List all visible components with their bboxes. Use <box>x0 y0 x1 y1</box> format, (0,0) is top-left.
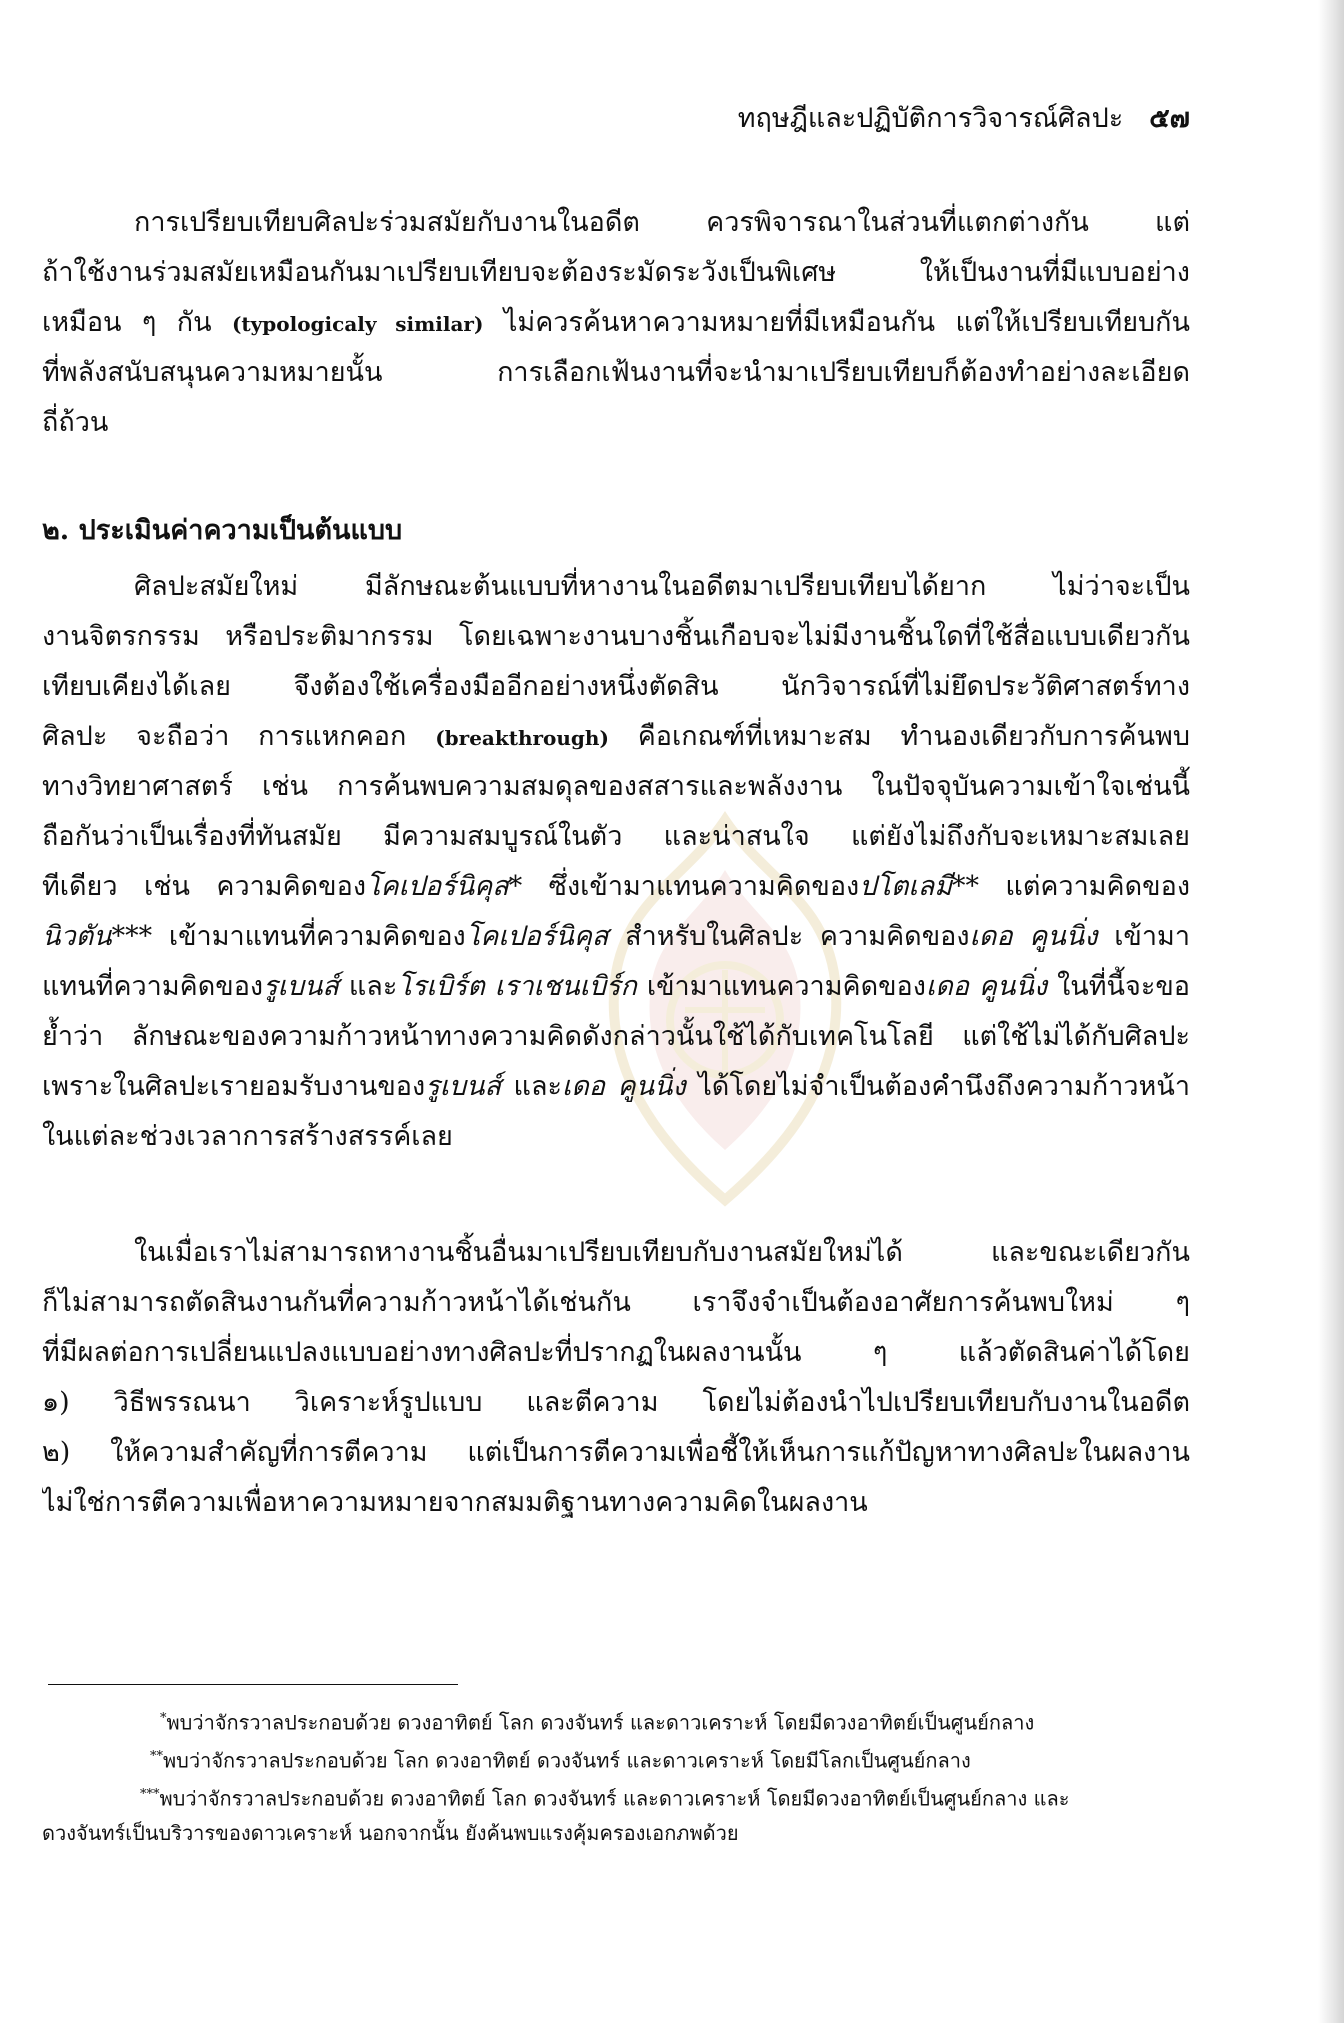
text-line <box>42 962 1190 1012</box>
text-run: และ <box>501 1071 562 1102</box>
paragraph-2 <box>42 562 1190 1162</box>
footnotes <box>42 1700 1190 1852</box>
text-run: แทนที่ความคิดของ <box>42 971 264 1002</box>
text-line <box>42 912 1190 962</box>
latin-term: (breakthrough) <box>435 726 609 750</box>
text-run: ได้โดยไม่จำเป็นต้องคำนึงถึงความก้าวหน้า <box>685 1071 1190 1102</box>
footnote-3 <box>42 1776 1190 1814</box>
text-line: การเปรียบเทียบศิลปะร่วมสมัยกับงานในอดีต ควรพิจารณาในส่วนที่แตกต่างกัน แต่ <box>134 207 1190 238</box>
paragraph-3 <box>42 1228 1190 1528</box>
footnote-3-continued: ดวงจันทร์เป็นบริวารของดาวเคราะห์ นอกจากนั้น ยังค้นพบแรงคุ้มครองเอกภพด้วย <box>42 1821 739 1845</box>
section-heading <box>42 506 1190 556</box>
footnote-text: พบว่าจักรวาลประกอบด้วย ดวงอาทิตย์ โลก ดวงจันทร์ และดาวเคราะห์ โดยมีดวงอาทิตย์เป็นศูนย์กลาง <box>166 1710 1035 1735</box>
text-line: ถ้าใช้งานร่วมสมัยเหมือนกันมาเปรียบเทียบจะต้องระมัดระวังเป็นพิเศษ ให้เป็นงานที่มีแบบอย่าง <box>42 257 1190 288</box>
footnote-marker: *** <box>140 1787 160 1802</box>
italic-name: เดอ คูนนิ่ง <box>969 921 1098 952</box>
footnote-marker: * <box>160 1711 167 1726</box>
text-line: ที่มีผลต่อการเปลี่ยนแปลงแบบอย่างทางศิลปะที่ปรากฏในผลงานนั้น ๆ แล้วตัดสินค่าได้โดย <box>42 1337 1190 1368</box>
text-run: เข้ามาแทนความคิดของ <box>636 971 926 1002</box>
text-line: ในแต่ละช่วงเวลาการสร้างสรรค์เลย <box>42 1121 453 1152</box>
text-line: ไม่ใช่การตีความเพื่อหาความหมายจากสมมติฐานทางความคิดในผลงาน <box>42 1487 868 1518</box>
text-run: และ <box>338 971 398 1002</box>
text-line: ๒) ให้ความสำคัญที่การตีความ แต่เป็นการตีความเพื่อชี้ให้เห็นการแก้ปัญหาทางศิลปะในผลงาน <box>42 1437 1190 1468</box>
text-line: ถือกันว่าเป็นเรื่องที่ทันสมัย มีความสมบูรณ์ในตัว และน่าสนใจ แต่ยังไม่ถึงกับจะเหมาะสมเลย <box>42 821 1190 852</box>
italic-name: โคเปอร์นิคุส* <box>366 871 523 902</box>
italic-name: โรเบิร์ต เราเชนเบิร์ก <box>397 971 637 1002</box>
text-line <box>42 712 1190 762</box>
text-run: ซึ่งเข้ามาแทนความคิดของ <box>522 871 860 902</box>
italic-name: ปโตเลมี** <box>859 871 979 902</box>
text-run: เข้ามาแทนที่ความคิดของ <box>152 921 466 952</box>
page-edge-shadow <box>1318 0 1344 2023</box>
latin-term: (typologicaly similar) <box>231 312 484 336</box>
running-header <box>720 96 1190 139</box>
text-run: แต่ความคิดของ <box>979 871 1190 902</box>
text-line: เทียบเคียงได้เลย จึงต้องใช้เครื่องมืออีกอย่างหนึ่งตัดสิน นักวิจารณ์ที่ไม่ยึดประวัติศาสตร์ทาง <box>42 671 1190 702</box>
text-line <box>42 862 1190 912</box>
page-number: ๕๗ <box>1149 103 1190 134</box>
footnote-2 <box>42 1738 1190 1776</box>
italic-name: เดอ คูนนิ่ง <box>925 971 1048 1002</box>
text-line: ในเมื่อเราไม่สามารถหางานชิ้นอื่นมาเปรียบเทียบกับงานสมัยใหม่ได้ และขณะเดียวกัน <box>134 1237 1190 1268</box>
text-line: ทางวิทยาศาสตร์ เช่น การค้นพบความสมดุลของสสารและพลังงาน ในปัจจุบันความเข้าใจเช่นนี้ <box>42 771 1190 802</box>
italic-name: รูเบนส์ <box>263 971 339 1002</box>
header-title: ทฤษฎีและปฏิบัติการวิจารณ์ศิลปะ <box>737 103 1124 134</box>
text-line: ย้ำว่า ลักษณะของความก้าวหน้าทางความคิดดังกล่าวนั้นใช้ได้กับเทคโนโลยี แต่ใช้ไม่ได้กับศิลปะ <box>42 1021 1190 1052</box>
text-run: คือเกณฑ์ที่เหมาะสม ทำนองเดียวกับการค้นพบ <box>637 721 1190 752</box>
text-run: ศิลปะ จะถือว่า การแหกคอก <box>42 721 407 752</box>
text-run: เพราะในศิลปะเรายอมรับงานของ <box>42 1071 426 1102</box>
text-run: เหมือน ๆ กัน <box>42 307 212 338</box>
heading-text: ๒. ประเมินค่าความเป็นต้นแบบ <box>42 515 403 546</box>
text-line <box>42 298 1190 348</box>
footnote-text: พบว่าจักรวาลประกอบด้วย โลก ดวงอาทิตย์ ดวงจันทร์ และดาวเคราะห์ โดยมีโลกเป็นศูนย์กลาง <box>163 1748 971 1773</box>
text-run: ในที่นี้จะขอ <box>1047 971 1190 1002</box>
italic-name: รูเบนส์ <box>425 1071 501 1102</box>
italic-name: โคเปอร์นิคุส <box>465 921 609 952</box>
text-line: ก็ไม่สามารถตัดสินงานกันที่ความก้าวหน้าได้เช่นกัน เราจึงจำเป็นต้องอาศัยการค้นพบใหม่ ๆ <box>42 1287 1190 1318</box>
footnote-rule <box>48 1684 458 1685</box>
text-line: งานจิตรกรรม หรือประติมากรรม โดยเฉพาะงานบางชิ้นเกือบจะไม่มีงานชิ้นใดที่ใช้สื่อแบบเดียวกัน <box>42 621 1190 652</box>
text-run: สำหรับในศิลปะ ความคิดของ <box>608 921 970 952</box>
footnote-1 <box>42 1700 1190 1738</box>
text-line: ถี่ถ้วน <box>42 407 109 438</box>
italic-name: นิวตัน*** <box>42 921 153 952</box>
paragraph-1 <box>42 198 1190 448</box>
text-run: ไม่ควรค้นหาความหมายที่มีเหมือนกัน แต่ให้เปรียบเทียบกัน <box>503 307 1190 338</box>
text-line: ๑) วิธีพรรณนา วิเคราะห์รูปแบบ และตีความ โดยไม่ต้องนำไปเปรียบเทียบกับงานในอดีต <box>42 1387 1190 1418</box>
text-line <box>42 1062 1190 1112</box>
text-line: ศิลปะสมัยใหม่ มีลักษณะต้นแบบที่หางานในอดีตมาเปรียบเทียบได้ยาก ไม่ว่าจะเป็น <box>134 571 1190 602</box>
footnote-text: พบว่าจักรวาลประกอบด้วย ดวงอาทิตย์ โลก ดวงจันทร์ และดาวเคราะห์ โดยมีดวงอาทิตย์เป็นศูนย์กลาง และ <box>159 1786 1070 1811</box>
italic-name: เดอ คูนนิ่ง <box>562 1071 686 1102</box>
text-run: ทีเดียว เช่น ความคิดของ <box>42 871 367 902</box>
text-line: ที่พลังสนับสนุนความหมายนั้น การเลือกเฟ้นงานที่จะนำมาเปรียบเทียบก็ต้องทำอย่างละเอียด <box>42 357 1190 388</box>
text-run: เข้ามา <box>1097 921 1190 952</box>
footnote-marker: ** <box>150 1749 163 1764</box>
